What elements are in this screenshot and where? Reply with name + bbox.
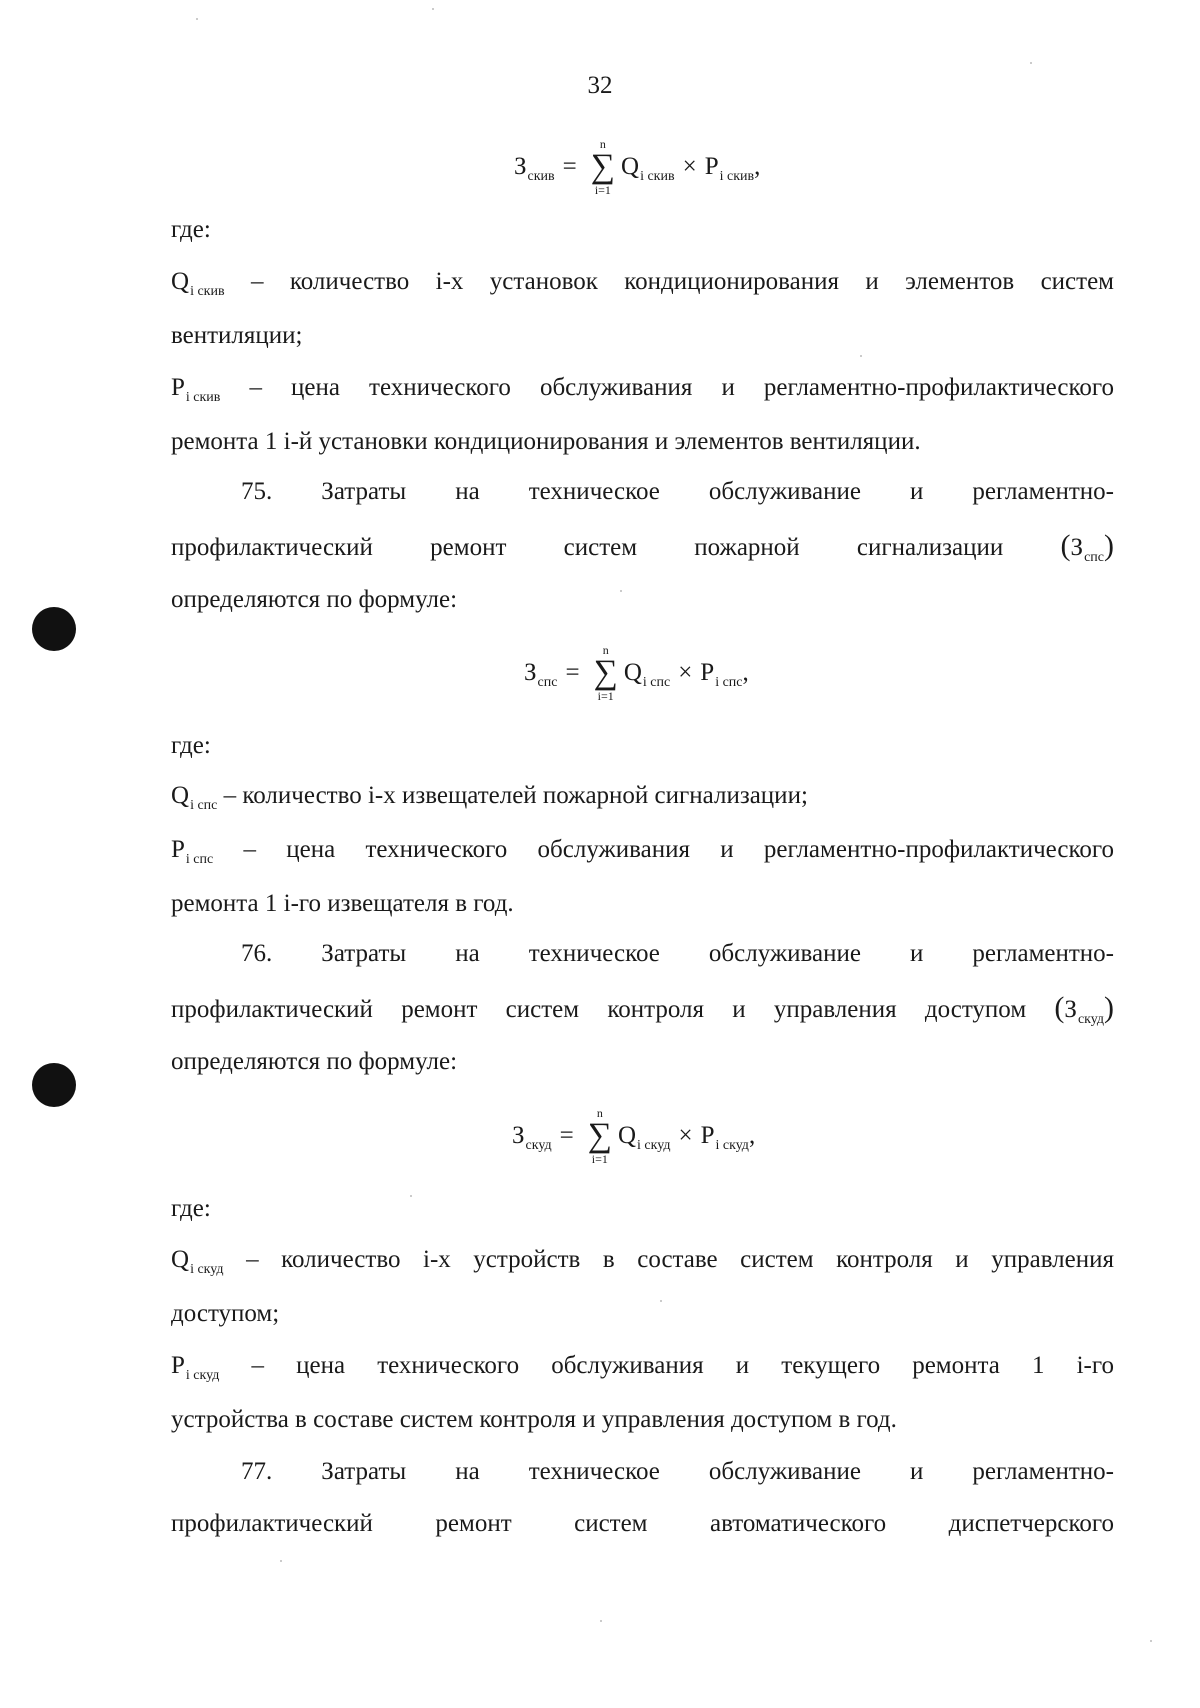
- formula-p-term: $P_{i спс}$: [700, 659, 743, 690]
- definition-q-skud-cont: доступом;: [171, 1300, 280, 1327]
- formula-sps: [0, 633, 1200, 713]
- formula-comma: ,: [748, 1122, 756, 1149]
- scan-speck: [196, 18, 198, 20]
- formula-q-term: $Q_{i скуд}$: [617, 1122, 671, 1153]
- formula-skiv: [0, 127, 1200, 207]
- scan-speck: [1150, 1640, 1152, 1642]
- times-sign: ×: [678, 659, 693, 686]
- definition-p-skiv: $P_{i скив}$ – цена технического обслуживания и регламентно-профилактического: [171, 374, 1114, 405]
- sum-operator: n ∑ i=1: [587, 1106, 612, 1166]
- formula-comma: ,: [742, 659, 749, 686]
- where-label: где:: [171, 1195, 211, 1222]
- definition-p-sps: $P_{i спс}$ – цена технического обслуживания и регламентно-профилактического: [171, 836, 1114, 867]
- scan-speck: [600, 1620, 602, 1622]
- formula-p-term: $P_{i скив}$: [704, 153, 755, 184]
- equals-sign: =: [559, 1122, 574, 1149]
- formula-comma: ,: [754, 153, 761, 180]
- paragraph-75-line-1: 75. Затраты на техническое обслуживание и регламентно-: [241, 478, 1114, 505]
- scan-speck: [1030, 62, 1032, 64]
- definition-p-sps-cont: ремонта 1 i-го извещателя в год.: [171, 890, 514, 917]
- sum-operator: n ∑ i=1: [593, 643, 618, 703]
- definition-p-skud: $P_{i скуд}$ – цена технического обслуживания и текущего ремонта 1 i-го: [171, 1352, 1115, 1383]
- formula-lhs: $З_{скуд}$: [512, 1122, 552, 1153]
- definition-q-skiv: $Q_{i скив}$ – количество i-х установок кондиционирования и элементов систем: [171, 268, 1114, 299]
- where-label: где:: [171, 216, 211, 243]
- definition-q-skiv-cont: вентиляции;: [171, 322, 303, 349]
- equals-sign: =: [565, 659, 580, 686]
- formula-lhs: $З_{скив}$: [514, 153, 555, 184]
- times-sign: ×: [682, 153, 697, 180]
- scan-speck: [432, 8, 434, 10]
- paragraph-75-line-3: определяются по формуле:: [171, 586, 458, 613]
- formula-q-term: $Q_{i скив}$: [621, 153, 675, 184]
- paragraph-76-line-3: определяются по формуле:: [171, 1048, 458, 1075]
- paragraph-76-line-2: профилактический ремонт систем контроля и управления доступом $(З_{скуд})$: [171, 991, 1115, 1027]
- paragraph-77-line-2: профилактический ремонт систем автоматического диспетчерского: [171, 1510, 1114, 1537]
- page-number: 32: [587, 72, 613, 99]
- formula-q-term: $Q_{i спс}$: [623, 659, 671, 690]
- definition-q-sps: $Q_{i спс}$ – количество i-х извещателей пожарной сигнализации;: [171, 782, 808, 813]
- sum-operator: n ∑ i=1: [590, 137, 616, 197]
- formula-skud: [0, 1096, 1200, 1176]
- times-sign: ×: [678, 1122, 693, 1149]
- equals-sign: =: [562, 153, 577, 180]
- scan-speck: [280, 1560, 282, 1562]
- paragraph-76-line-1: 76. Затраты на техническое обслуживание и регламентно-: [241, 940, 1114, 967]
- formula-p-term: $P_{i скуд}$: [700, 1122, 749, 1153]
- definition-p-skud-cont: устройства в составе систем контроля и управления доступом в год.: [171, 1406, 897, 1433]
- definition-q-skud: $Q_{i скуд}$ – количество i-х устройств в составе систем контроля и управления: [171, 1246, 1114, 1277]
- definition-p-skiv-cont: ремонта 1 i-й установки кондиционирования и элементов вентиляции.: [171, 428, 921, 455]
- where-label: где:: [171, 732, 211, 759]
- scan-speck: [860, 355, 862, 357]
- formula-lhs: $З_{спс}$: [524, 659, 558, 690]
- paragraph-75-line-2: профилактический ремонт систем пожарной сигнализации $(З_{спс})$: [171, 529, 1114, 565]
- paragraph-77-line-1: 77. Затраты на техническое обслуживание и регламентно-: [241, 1458, 1114, 1485]
